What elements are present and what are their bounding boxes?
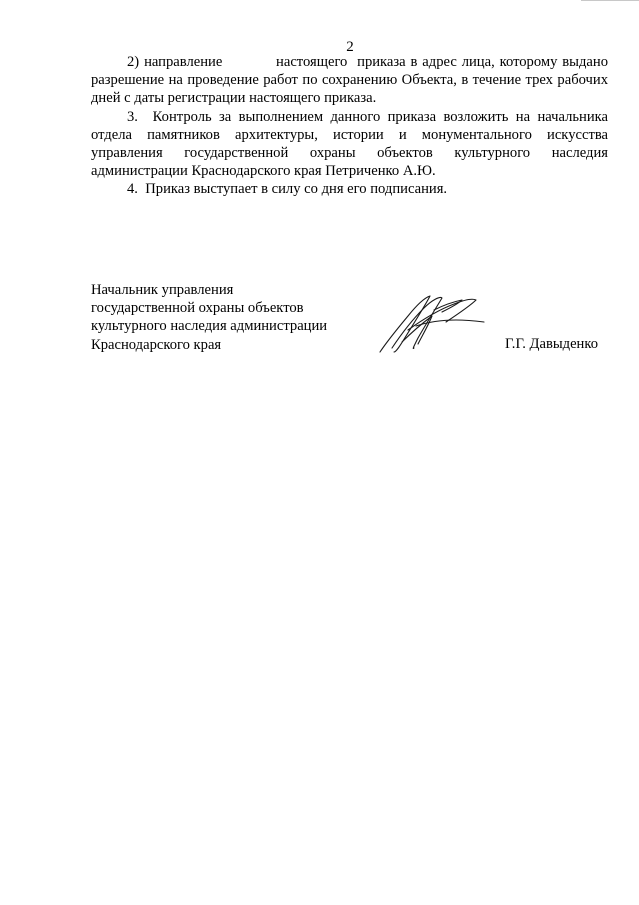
- position-line: культурного наследия администрации: [91, 318, 328, 335]
- scan-edge-mark: [581, 0, 639, 1]
- paragraph-3: [91, 108, 608, 181]
- page-number: 2: [346, 39, 354, 55]
- paragraph-2: [91, 53, 608, 108]
- document-body: [91, 53, 608, 199]
- paragraph-number: 4.: [127, 181, 138, 198]
- position-line: Краснодарского края: [91, 336, 222, 353]
- signatory-position: [91, 281, 327, 354]
- paragraph-text: Приказ выступает в силу со дня его подписания.: [145, 181, 448, 198]
- handwritten-signature: [372, 290, 487, 356]
- paragraph-text: направление настоящего приказа в адрес лица, которому выдано разрешение на проведение работ по сохранению Объекта, в течение трех рабочих дней с даты регистрации настоящего приказа.: [91, 54, 608, 107]
- paragraph-number: 2): [127, 54, 140, 70]
- position-line: Начальник управления: [91, 282, 234, 298]
- paragraph-number: 3.: [127, 108, 138, 125]
- paragraph-text: Контроль за выполнением данного приказа возложить на начальника отдела памятников архитектуры, истории и монументального искусства управления государственной охраны объектов культурного наследия администрации Краснодарского края Петриченко А.Ю.: [91, 108, 608, 180]
- position-line: государственной охраны объектов: [91, 300, 304, 317]
- paragraph-4: [91, 180, 608, 198]
- signatory-name: Г.Г. Давыденко: [505, 336, 599, 352]
